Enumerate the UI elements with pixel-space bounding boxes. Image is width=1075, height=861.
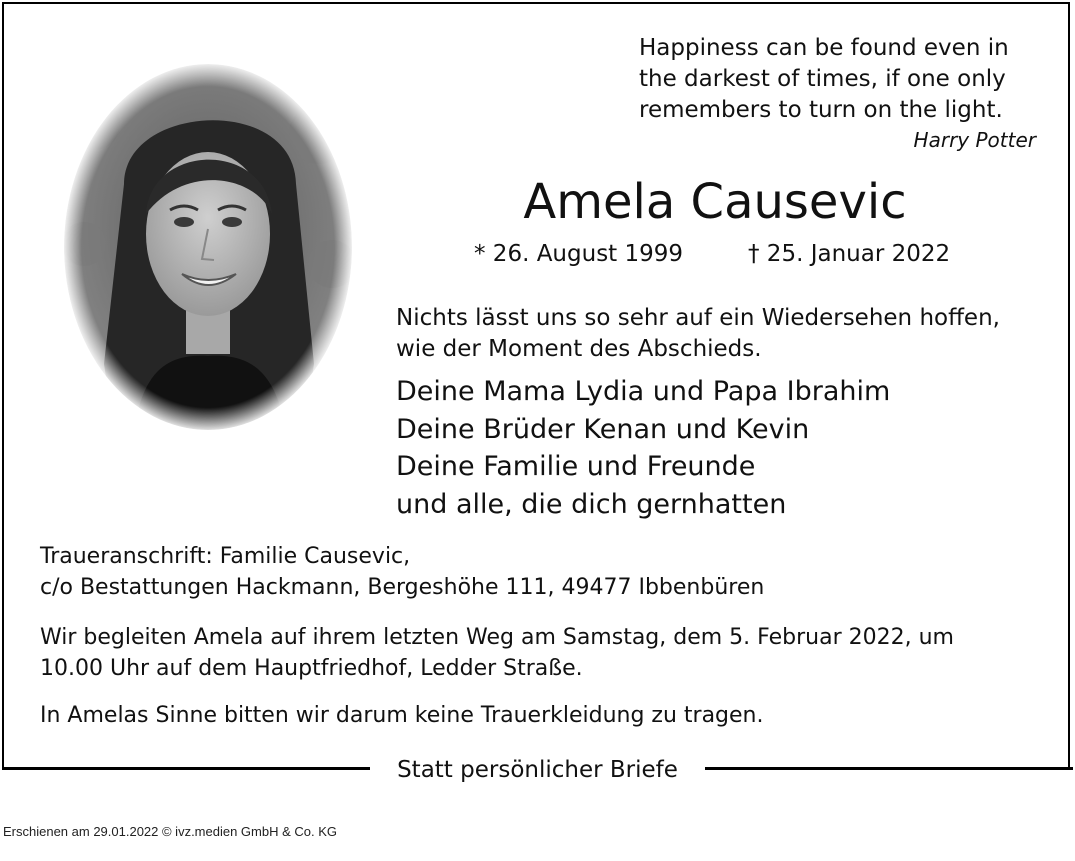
death-date: † 25. Januar 2022 <box>748 241 951 267</box>
mourner-line: Deine Familie und Freunde <box>396 451 756 482</box>
mourner-line: und alle, die dich gernhatten <box>396 488 787 520</box>
portrait-illustration <box>64 64 352 430</box>
quote-line: remembers to turn on the light. <box>639 97 1003 123</box>
quote-author: Harry Potter <box>913 128 1036 152</box>
footer-label: Statt persönlicher Briefe <box>380 756 695 784</box>
mourners-list <box>396 373 1056 523</box>
bottom-rule-left <box>2 767 370 770</box>
funeral-service-info <box>40 622 1060 684</box>
address-line: Traueranschrift: Familie Causevic, <box>40 544 411 569</box>
service-line: Wir begleiten Amela auf ihrem letzten Weg am Samstag, dem 5. Februar 2022, um <box>40 625 954 650</box>
portrait-photo <box>64 64 352 430</box>
dress-request: In Amelas Sinne bitten wir darum keine Trauerkleidung zu tragen. <box>40 703 764 728</box>
quote-line: Happiness can be found even in <box>639 35 1009 61</box>
quote <box>639 33 1059 126</box>
mourning-address <box>40 541 1060 603</box>
verse <box>396 303 1056 365</box>
publisher-note: Erschienen am 29.01.2022 © ivz.medien GmbH & Co. KG <box>3 824 338 839</box>
service-line: 10.00 Uhr auf dem Hauptfriedhof, Ledder Straße. <box>40 656 583 681</box>
mourner-line: Deine Mama Lydia und Papa Ibrahim <box>396 376 891 407</box>
verse-line: Nichts lässt uns so sehr auf ein Wiedersehen hoffen, <box>396 305 1000 331</box>
quote-line: the darkest of times, if one only <box>639 66 1006 92</box>
deceased-name: Amela Causevic <box>523 174 907 230</box>
birth-date: * 26. August 1999 <box>474 241 684 267</box>
bottom-rule-right <box>705 767 1073 770</box>
address-line: c/o Bestattungen Hackmann, Bergeshöhe 111, 49477 Ibbenbüren <box>40 575 765 600</box>
verse-line: wie der Moment des Abschieds. <box>396 336 762 362</box>
mourner-line: Deine Brüder Kenan und Kevin <box>396 413 810 445</box>
